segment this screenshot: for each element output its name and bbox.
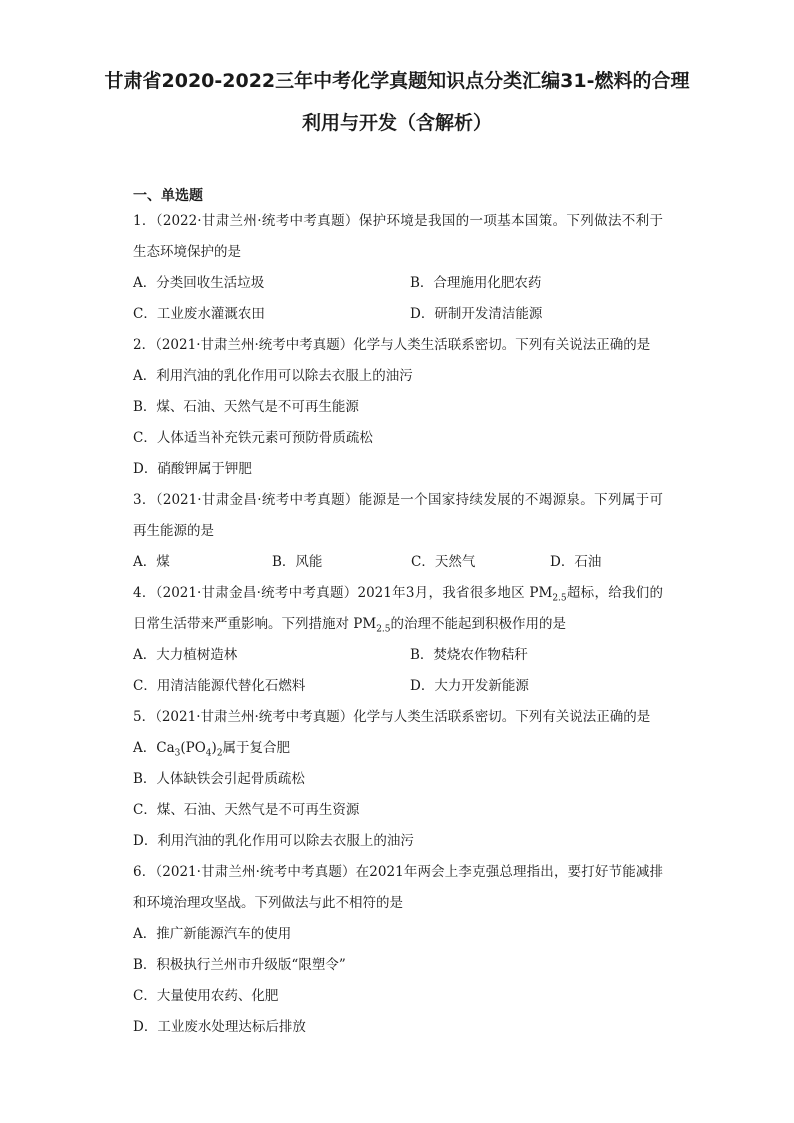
option-group [133, 268, 663, 330]
question-5 [133, 702, 663, 857]
question-1 [133, 206, 663, 330]
formula-part: ) [211, 740, 217, 756]
subscript: 2.5 [376, 624, 391, 635]
option-c: C．天然气 [411, 554, 476, 570]
question-stem: 3．（2021·甘肃金昌·统考中考真题）能源是一个国家持续发展的不竭源泉。下列属于可再生能源的是 [133, 492, 663, 539]
option-c: C．大量使用农药、化肥 [133, 988, 279, 1004]
formula-part: (PO [180, 740, 206, 756]
option-d: D．工业废水处理达标后排放 [133, 1019, 306, 1035]
option-a: A．推广新能源汽车的使用 [133, 926, 292, 942]
stem-part: 超标，给我们的日常生活带来严重影响。下列措施对 PM [133, 585, 664, 632]
question-stem: 1．（2022·甘肃兰州·统考中考真题）保护环境是我国的一项基本国策。下列做法不利于生态环境保护的是 [133, 213, 663, 260]
option-a: A．利用汽油的乳化作用可以除去衣服上的油污 [133, 368, 413, 384]
section-heading: 一、单选题 [133, 188, 203, 204]
question-stem: 2．（2021·甘肃兰州·统考中考真题）化学与人类生活联系密切。下列有关说法正确的是 [133, 337, 651, 353]
option-group [133, 640, 663, 702]
option-d: D．利用汽油的乳化作用可以除去衣服上的油污 [133, 833, 414, 849]
subscript: 4 [205, 748, 212, 759]
question-stem: 6．（2021·甘肃兰州·统考中考真题）在2021年两会上李克强总理指出，要打好节能减排和环境治理攻坚战。下列做法与此不相符的是 [133, 864, 663, 911]
stem-part: 的治理不能起到积极作用的是 [390, 616, 567, 632]
option-a [133, 733, 663, 764]
option-b: B．风能 [272, 554, 323, 570]
subscript: 3 [174, 748, 181, 759]
question-4 [133, 578, 663, 702]
option-group [133, 547, 663, 578]
question-2 [133, 330, 663, 485]
option-b: B．煤、石油、天然气是不可再生能源 [133, 399, 359, 415]
subscript: 2.5 [552, 593, 567, 604]
option-b: B．积极执行兰州市升级版“限塑令” [133, 957, 346, 973]
option-c: C．人体适当补充铁元素可预防骨质疏松 [133, 430, 373, 446]
option-c: C．煤、石油、天然气是不可再生资源 [133, 802, 360, 818]
question-stem [133, 578, 663, 640]
option-b: B．合理施用化肥农药 [410, 275, 542, 291]
option-d: D．大力开发新能源 [410, 678, 529, 694]
question-6 [133, 857, 663, 1043]
subscript: 2 [216, 748, 223, 759]
question-3 [133, 485, 663, 578]
option-d: D．硝酸钾属于钾肥 [133, 461, 252, 477]
document-title: 甘肃省2020-2022三年中考化学真题知识点分类汇编31-燃料的合理利用与开发（含解析） [104, 70, 690, 134]
formula-part: A．Ca [133, 740, 175, 756]
question-list [133, 206, 663, 1043]
option-d: D．研制开发清洁能源 [410, 306, 543, 322]
option-a: A．分类回收生活垃圾 [133, 275, 265, 291]
option-a: A．大力植树造林 [133, 647, 238, 663]
option-b: B．人体缺铁会引起骨质疏松 [133, 771, 305, 787]
option-c: C．用清洁能源代替化石燃料 [133, 678, 306, 694]
option-text: 属于复合肥 [222, 740, 291, 756]
question-stem: 5．（2021·甘肃兰州·统考中考真题）化学与人类生活联系密切。下列有关说法正确的是 [133, 709, 651, 725]
option-b: B．焚烧农作物秸秆 [410, 647, 528, 663]
option-d: D．石油 [550, 554, 602, 570]
option-a: A．煤 [133, 554, 170, 570]
option-c: C．工业废水灌溉农田 [133, 306, 265, 322]
stem-part: 4．（2021·甘肃金昌·统考中考真题）2021年3月，我省很多地区 PM [133, 585, 553, 601]
